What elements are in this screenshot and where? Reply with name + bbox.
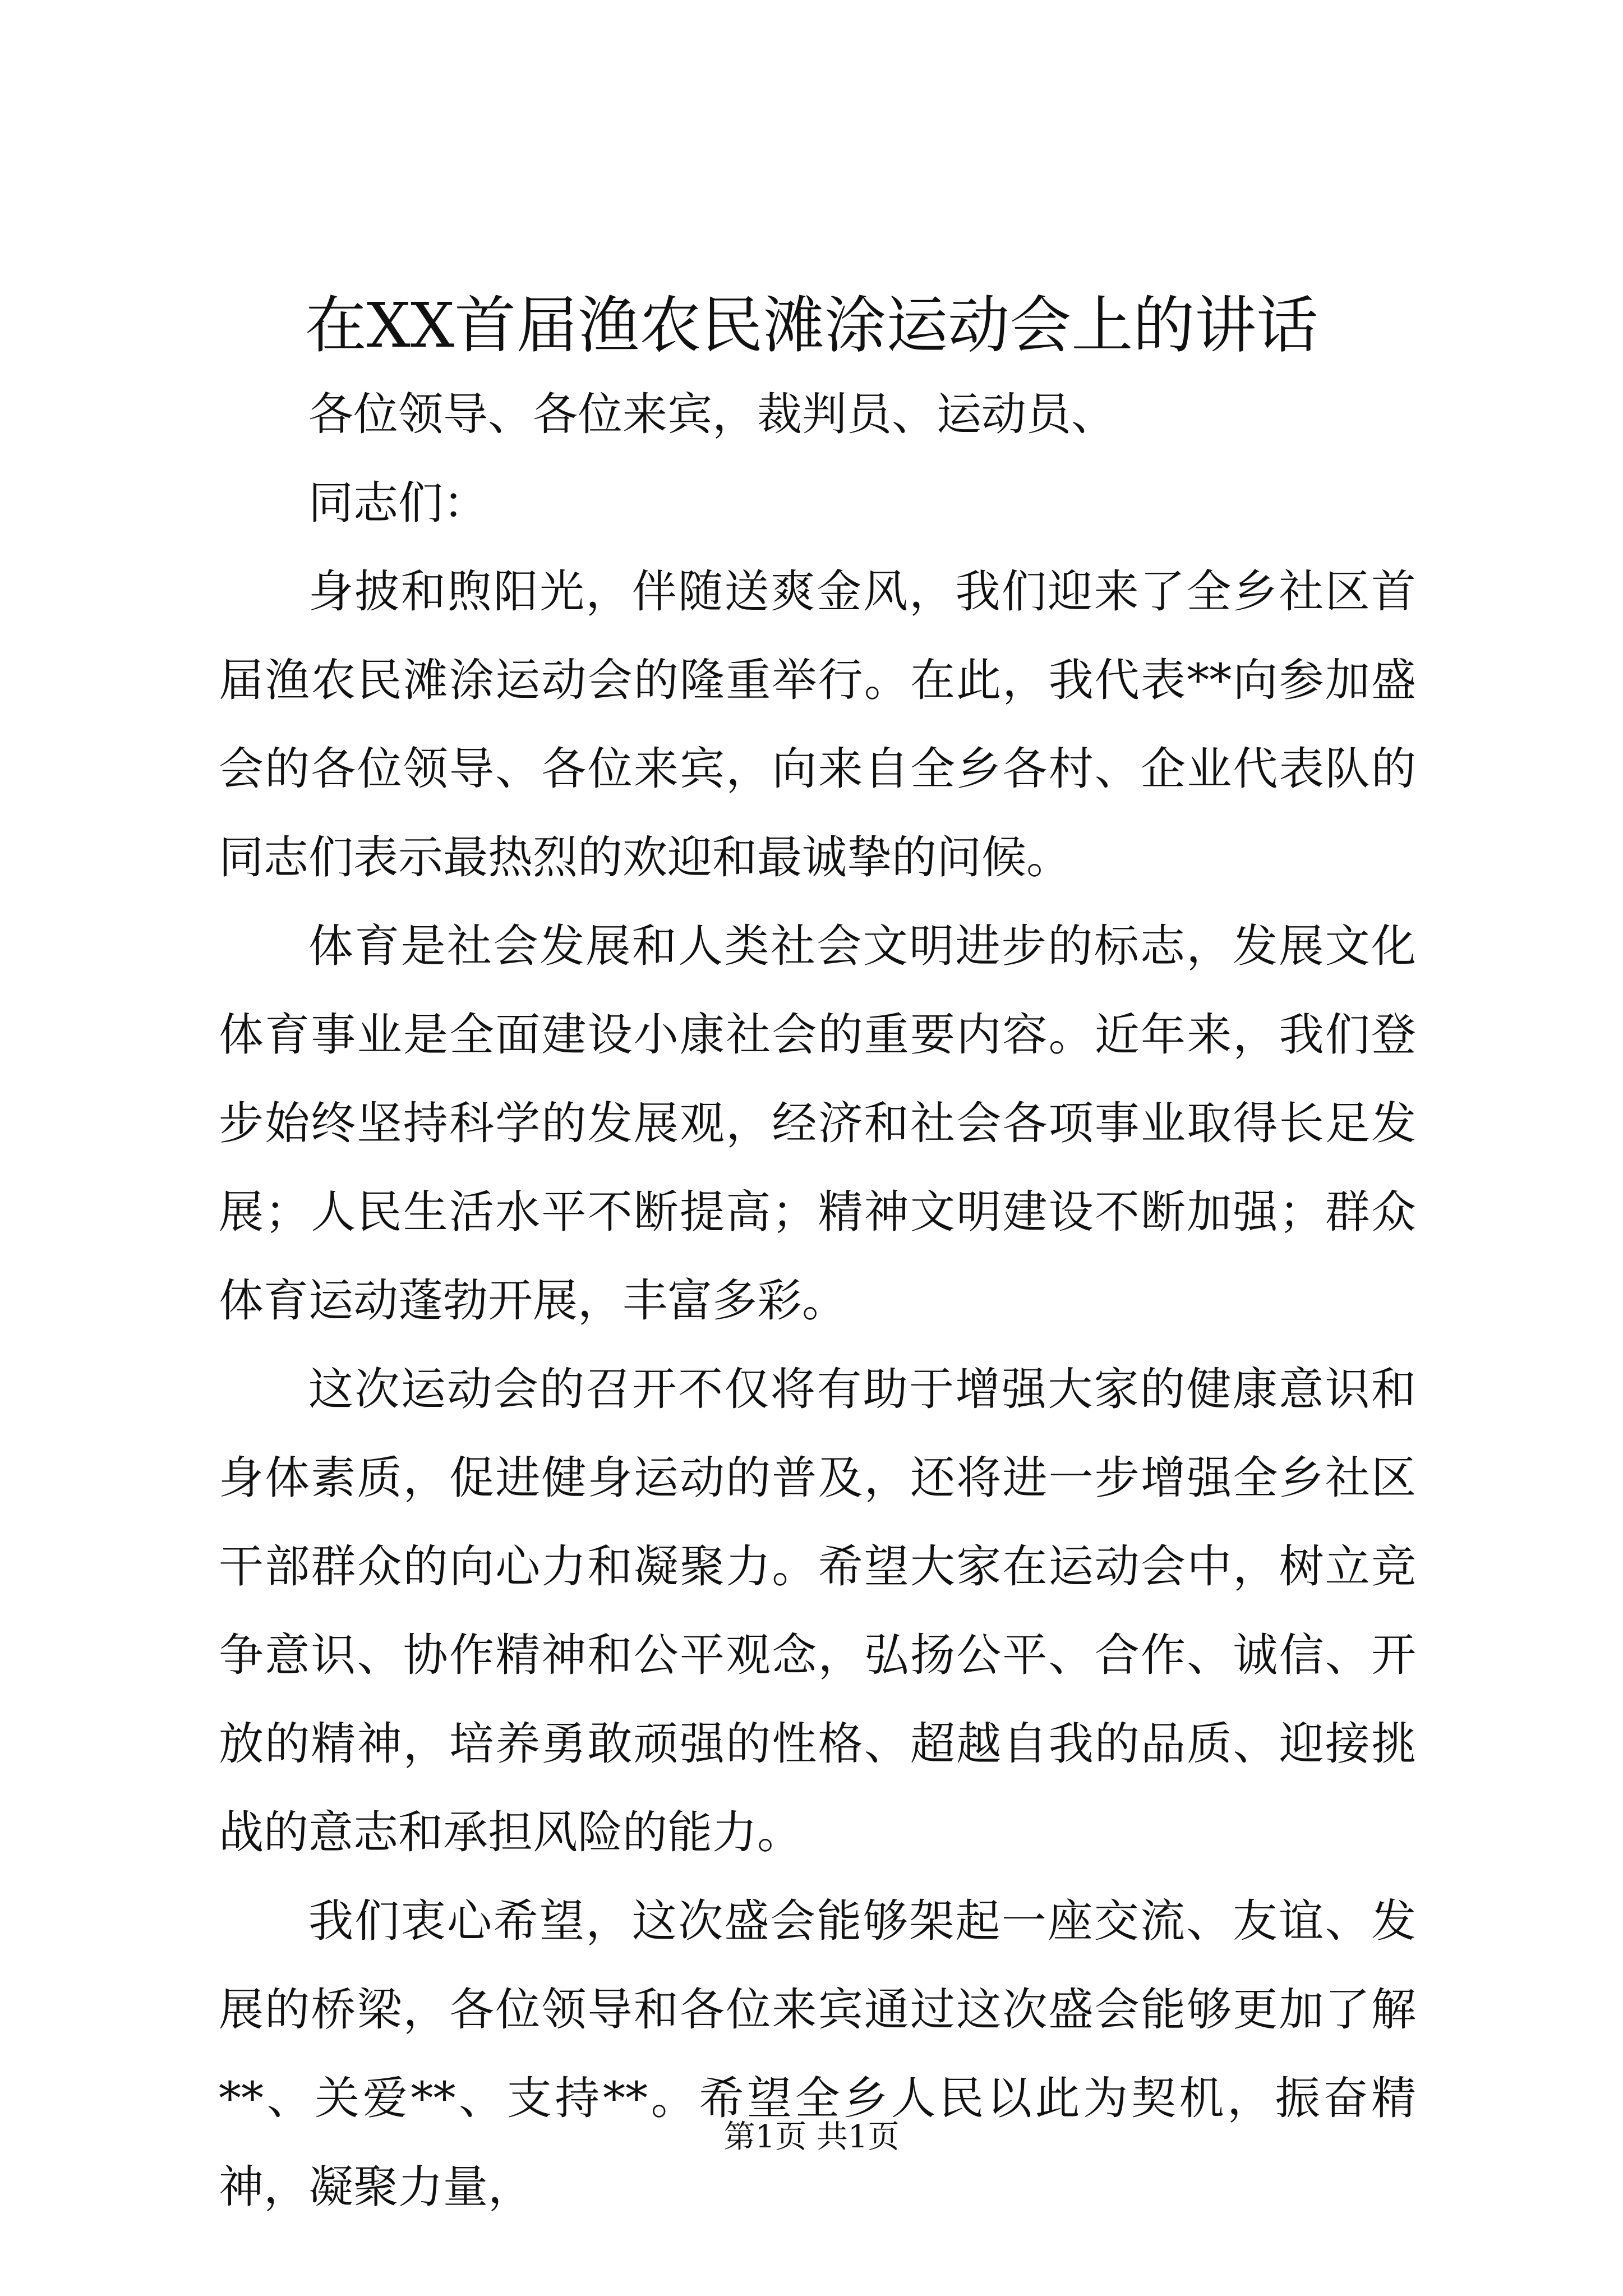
paragraph-4: 我们衷心希望，这次盛会能够架起一座交流、友谊、发展的桥梁，各位领导和各位来宾通过这次盛会能够更加了解**、关爱**、支持**。希望全乡人民以此为契机，振奋精神，凝聚力量， bbox=[219, 1895, 1416, 2213]
paragraph-1: 身披和煦阳光，伴随送爽金风，我们迎来了全乡社区首届渔农民滩涂运动会的隆重举行。在此，我代表**向参加盛会的各位领导、各位来宾，向来自全乡各村、企业代表队的同志们表示最热烈的欢迎和最诚挚的问候。 bbox=[219, 565, 1416, 884]
paragraph-3: 这次运动会的召开不仅将有助于增强大家的健康意识和身体素质，促进健身运动的普及，还将进一步增强全乡社区干部群众的向心力和凝聚力。希望大家在运动会中，树立竞争意识、协作精神和公平观念，弘扬公平、合作、诚信、开放的精神，培养勇敢顽强的性格、超越自我的品质、迎接挑战的意志和承担风险的能力。 bbox=[219, 1363, 1416, 1858]
document-title: 在XX首届渔农民滩涂运动会上的讲话 bbox=[305, 289, 1318, 361]
salutation-line-1: 各位领导、各位来宾，裁判员、运动员、 bbox=[308, 388, 1116, 440]
paragraph-2: 体育是社会发展和人类社会文明进步的标志，发展文化体育事业是全面建设小康社会的重要内容。近年来，我们登步始终坚持科学的发展观，经济和社会各项事业取得长足发展；人民生活水平不断提高；精神文明建设不断加强；群众体育运动蓬勃开展，丰富多彩。 bbox=[219, 920, 1416, 1327]
page-footer: 第1页 共1页 bbox=[723, 2119, 900, 2155]
salutation-line-2: 同志们： bbox=[308, 477, 488, 529]
document-body bbox=[219, 370, 1416, 2231]
